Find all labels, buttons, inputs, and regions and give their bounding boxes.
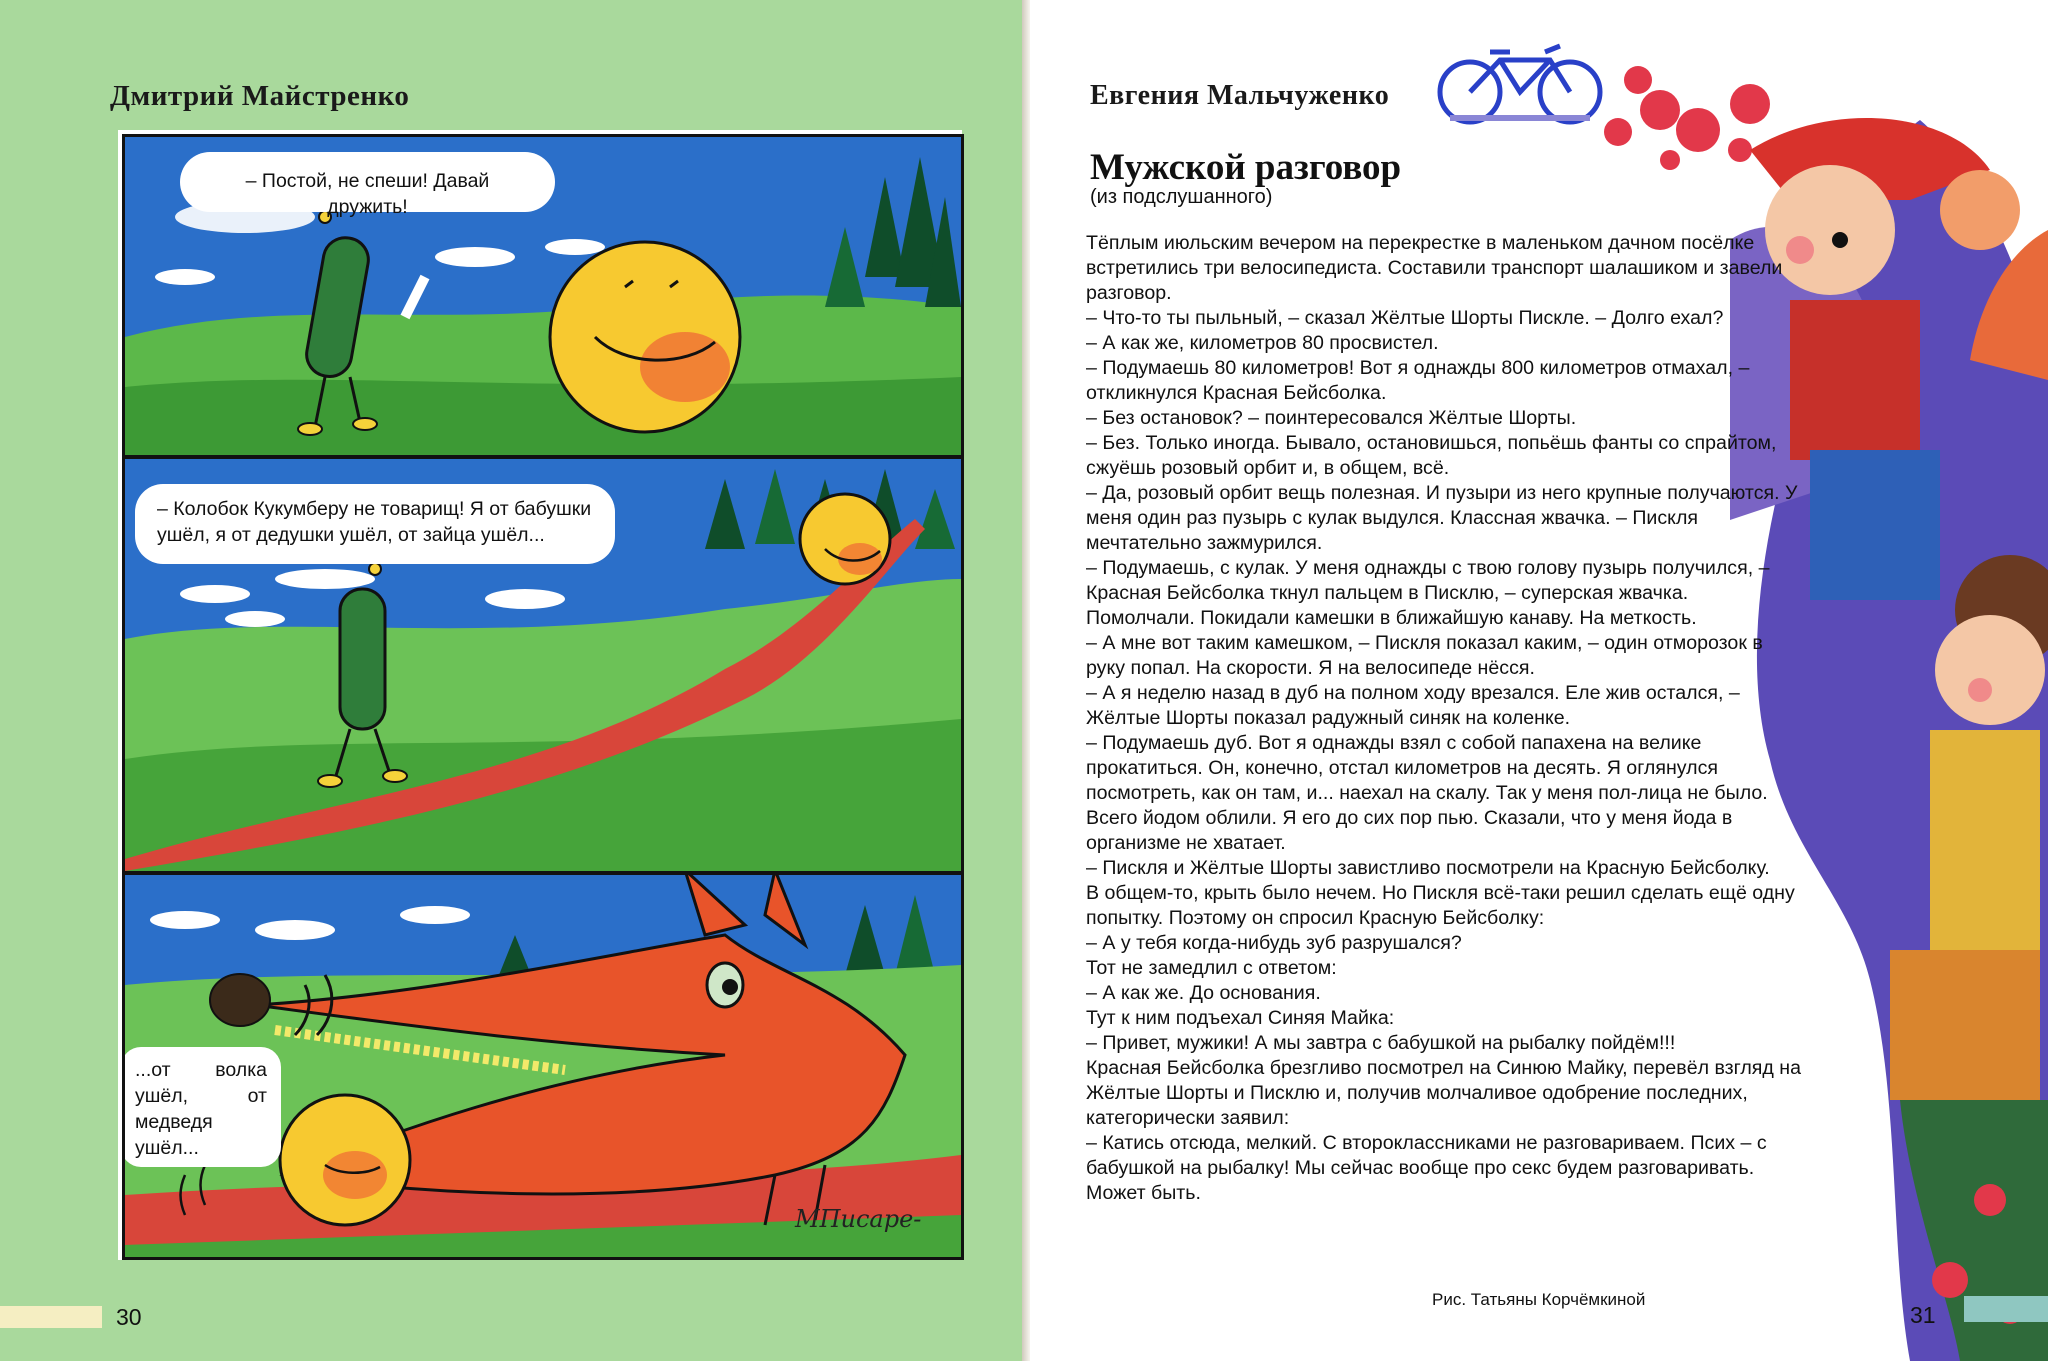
paragraph: – А как же, километров 80 просвистел.: [1086, 332, 1439, 354]
right-page: [1030, 0, 2048, 1361]
page-tab-left: [0, 1306, 102, 1328]
page-number-left: 30: [116, 1304, 142, 1330]
comic-panel-2: [122, 456, 964, 874]
book-gutter: [1022, 0, 1030, 1361]
paragraph: Тот не замедлил с ответом:: [1086, 957, 1337, 979]
paragraph: В общем-то, крыть было нечем. Но Пискля всё-таки решил сделать ещё одну попытку. Поэтому он спросил Красную Бейсболку:: [1086, 882, 1795, 929]
paragraph: – Да, розовый орбит вещь полезная. И пузыри из него крупные получаются. У меня один раз пузырь с кулак выдулся. Классная жвачка. – Пискля мечтательно зажмурился.: [1086, 482, 1798, 554]
bicycle-icon: [1440, 46, 1600, 122]
story-body: [1086, 231, 1802, 1206]
speech-bubble-3: ...от волка ушёл, от медведя ушёл...: [122, 1047, 281, 1167]
paragraph: – Катись отсюда, мелкий. С второклассниками не разговариваем. Псих – с бабушкой на рыбалку! Мы сейчас вообще про секс будем разговаривать. Может быть.: [1086, 1132, 1767, 1204]
paragraph: – Подумаешь 80 километров! Вот я однажды 800 километров отмахал, – откликнулся Красная Бейсболка.: [1086, 357, 1750, 404]
paragraph: – А я неделю назад в дуб на полном ходу врезался. Еле жив остался, – Жёлтые Шорты показал радужный синяк на коленке.: [1086, 682, 1740, 729]
paragraph: – Привет, мужики! А мы завтра с бабушкой на рыбалку пойдём!!!: [1086, 1032, 1676, 1054]
speech-bubble-2: – Колобок Кукумберу не товарищ! Я от бабушки ушёл, я от дедушки ушёл, от зайца ушёл...: [135, 484, 615, 564]
left-author: Дмитрий Майстренко: [110, 80, 410, 112]
right-author: Евгения Мальчуженко: [1090, 80, 1390, 111]
comic-panel-1: [122, 134, 964, 458]
paragraph: Тёплым июльским вечером на перекрестке в маленьком дачном посёлке встретились три велосипедиста. Составили транспорт шалашиком и завели разговор.: [1086, 232, 1783, 304]
story-title: Мужской разговор: [1090, 147, 1402, 188]
paragraph: – Пискля и Жёлтые Шорты завистливо посмотрели на Красную Бейсболку.: [1086, 857, 1770, 879]
page-number-right: 31: [1910, 1302, 1936, 1328]
paragraph: – Подумаешь, с кулак. У меня однажды с твою голову пузырь получился, – Красная Бейсболка ткнул пальцем в Писклю, – суперская жвачка. Помолчали. Покидали камешки в ближайшую канаву. На меткость.: [1086, 557, 1770, 629]
left-page: [0, 0, 1022, 1361]
page-tab-right: [1964, 1296, 2048, 1322]
story-subtitle: (из подслушанного): [1090, 186, 1273, 208]
illustration-credit: Рис. Татьяны Корчёмкиной: [1432, 1290, 1646, 1309]
paragraph: Тут к ним подъехал Синяя Майка:: [1086, 1007, 1395, 1029]
comic-strip: [118, 130, 962, 1260]
paragraph: – А как же. До основания.: [1086, 982, 1321, 1004]
paragraph: – А мне вот таким камешком, – Пискля показал каким, – один отморозок в руку попал. На скорости. Я на велосипеде нёсся.: [1086, 632, 1763, 679]
paragraph: – Что-то ты пыльный, – сказал Жёлтые Шорты Пискле. – Долго ехал?: [1086, 307, 1724, 329]
paragraph: – А у тебя когда-нибудь зуб разрушался?: [1086, 932, 1462, 954]
paragraph: – Без остановок? – поинтересовался Жёлтые Шорты.: [1086, 407, 1577, 429]
artist-signature: MПисаре-: [795, 1205, 922, 1233]
paragraph: Красная Бейсболка брезгливо посмотрел на Синюю Майку, перевёл взгляд на Жёлтые Шорты и Писклю и, получив молчаливое одобрение последних, категорически заявил:: [1086, 1057, 1801, 1129]
paragraph: – Подумаешь дуб. Вот я однажды взял с собой папахена на велике прокатиться. Он, конечно, отстал километров на десять. Я оглянулся посмотреть, как он там, и... наехал на скалу. Так у меня пол-лица не было. Всего йодом облили. Я его до сих пор пью. Сказали, что у меня йода в организме не хватает.: [1086, 732, 1768, 854]
speech-bubble-1: – Постой, не спеши! Давай дружить!: [180, 152, 555, 212]
paragraph: – Без. Только иногда. Бывало, остановишься, попьёшь фанты со спрайтом, сжуёшь розовый орбит и, в общем, всё.: [1086, 432, 1777, 479]
comic-panel-3: [122, 872, 964, 1260]
